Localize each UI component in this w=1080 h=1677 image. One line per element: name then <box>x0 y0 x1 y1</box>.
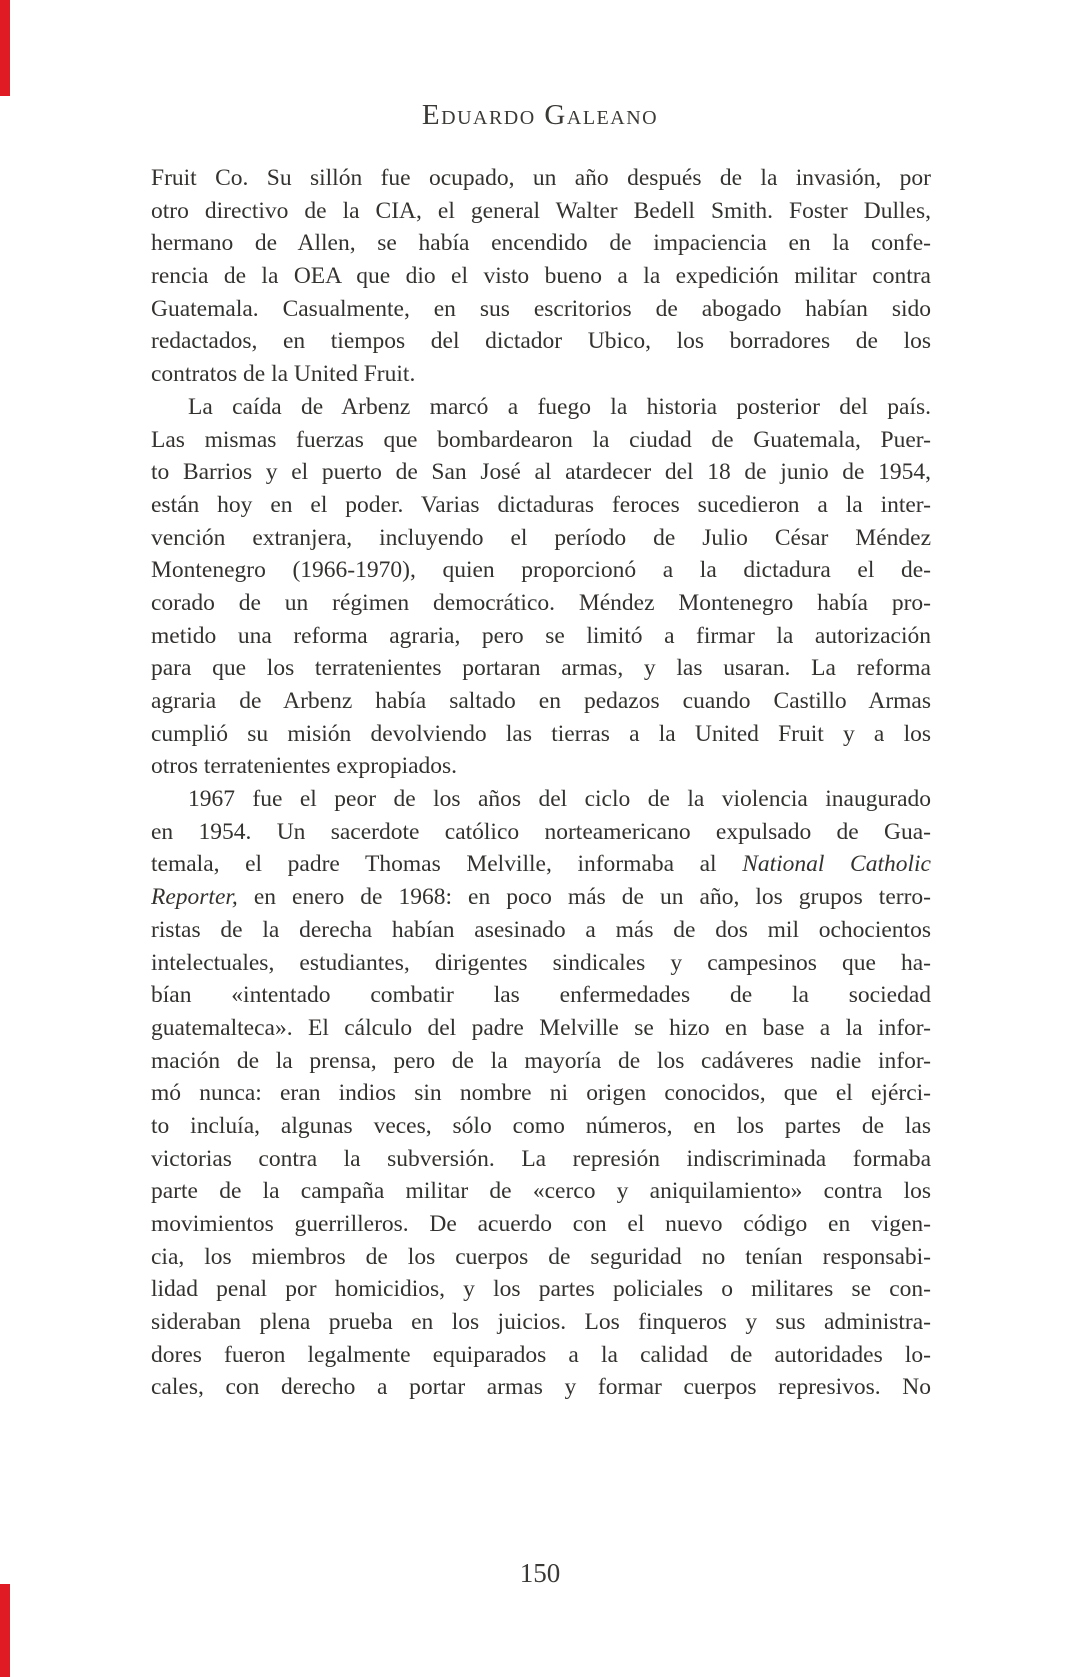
text-line: cales, con derecho a portar armas y formar cuerpos represivos. No <box>151 1374 931 1401</box>
text-line: dores fueron legalmente equiparados a la calidad de autoridades lo- <box>151 1341 931 1368</box>
text-line: to Barrios y el puerto de San José al atardecer del 18 de junio de 1954, <box>151 459 931 486</box>
text-line: mó nunca: eran indios sin nombre ni origen conocidos, que el ejérci- <box>151 1080 931 1107</box>
text-line: to incluía, algunas veces, sólo como números, en los partes de las <box>151 1112 931 1139</box>
page-body-text <box>151 162 931 1404</box>
text-line: parte de la campaña militar de «cerco y aniquilamiento» contra los <box>151 1178 931 1205</box>
italic-title-segment: Reporter, <box>151 884 238 911</box>
italic-title-segment: National Catholic <box>742 851 931 878</box>
red-edge-mark-bottom <box>0 1584 10 1677</box>
text-line: otros terratenientes expropiados. <box>151 753 458 780</box>
text-line: guatemalteca». El cálculo del padre Melville se hizo en base a la infor- <box>151 1014 931 1041</box>
text-line: sideraban plena prueba en los juicios. Los finqueros y sus administra- <box>151 1309 931 1336</box>
text-line: movimientos guerrilleros. De acuerdo con el nuevo código en vigen- <box>151 1211 931 1237</box>
text-line: Las mismas fuerzas que bombardearon la ciudad de Guatemala, Puer- <box>151 426 931 453</box>
text-line: intelectuales, estudiantes, dirigentes sindicales y campesinos que ha- <box>151 949 931 976</box>
text-line <box>151 881 931 914</box>
text-line: para que los terratenientes portaran armas, y las usaran. La reforma <box>151 655 931 682</box>
text-line <box>151 848 931 881</box>
text-line: ristas de la derecha habían asesinado a más de dos mil ochocientos <box>151 916 931 943</box>
text-line: rencia de la OEA que dio el visto bueno a la expedición militar contra <box>151 263 931 290</box>
text-line: metido una reforma agraria, pero se limitó a firmar la autorización <box>151 622 931 649</box>
text-line: lidad penal por homicidios, y los partes policiales o militares se con- <box>151 1276 931 1303</box>
text-line: otro directivo de la CIA, el general Walter Bedell Smith. Foster Dulles, <box>151 197 931 224</box>
text-line: en 1954. Un sacerdote católico norteamericano expulsado de Gua- <box>151 818 931 845</box>
text-line: agraria de Arbenz había saltado en pedazos cuando Castillo Armas <box>151 688 931 714</box>
text-line: corado de un régimen democrático. Méndez Montenegro había pro- <box>151 589 931 616</box>
text-line: contratos de la United Fruit. <box>151 361 416 388</box>
red-edge-mark-top <box>0 0 10 96</box>
text-segment: temala, el padre Thomas Melville, informaba al <box>151 851 743 878</box>
text-line: Montenegro (1966-1970), quien proporcionó a la dictadura el de- <box>151 557 931 584</box>
text-segment: en enero de 1968: en poco más de un año, los grupos terro- <box>253 884 931 911</box>
text-line: La caída de Arbenz marcó a fuego la historia posterior del país. <box>188 393 931 420</box>
text-line: están hoy en el poder. Varias dictaduras feroces sucedieron a la inter- <box>151 491 931 518</box>
text-line: mación de la prensa, pero de la mayoría de los cadáveres nadie infor- <box>151 1047 931 1074</box>
running-header-author: Eduardo Galeano <box>421 99 659 131</box>
text-line: redactados, en tiempos del dictador Ubico, los borradores de los <box>151 328 931 355</box>
text-line: 1967 fue el peor de los años del ciclo de la violencia inaugurado <box>188 786 931 813</box>
text-line: victorias contra la subversión. La represión indiscriminada formaba <box>151 1145 931 1172</box>
text-line: vención extranjera, incluyendo el período de Julio César Méndez <box>151 524 931 551</box>
text-line: hermano de Allen, se había encendido de impaciencia en la confe- <box>151 230 931 257</box>
text-line: Fruit Co. Su sillón fue ocupado, un año después de la invasión, por <box>151 165 931 191</box>
text-line: bían «intentado combatir las enfermedades de la sociedad <box>151 982 931 1009</box>
text-line: Guatemala. Casualmente, en sus escritorios de abogado habían sido <box>151 295 931 322</box>
text-line: cia, los miembros de los cuerpos de seguridad no tenían responsabi- <box>151 1243 931 1270</box>
page-number: 150 <box>519 1558 561 1588</box>
text-line: cumplió su misión devolviendo las tierras a la United Fruit y a los <box>151 720 931 747</box>
